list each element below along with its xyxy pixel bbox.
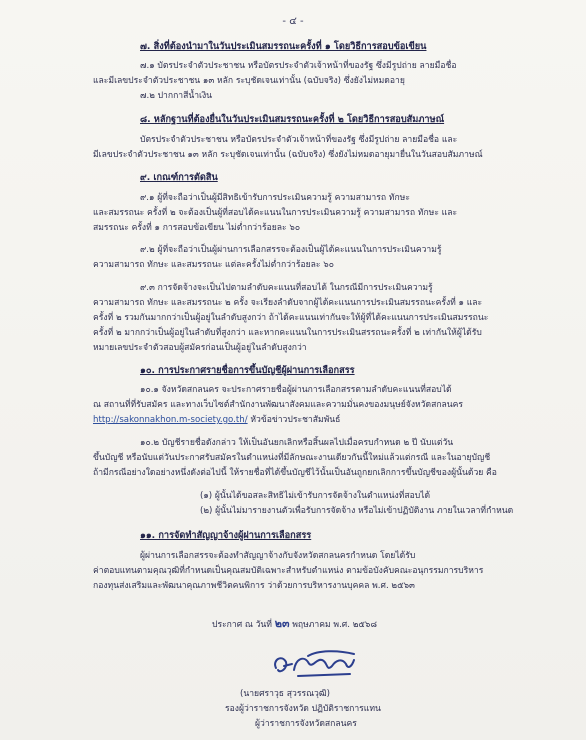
signer-title-1: รองผู้ว่าราชการจังหวัด ปฏิบัติราชการแทน <box>225 704 381 714</box>
section-11-line-2: ค่าตอบแทนตามคุณวุฒิที่กำหนดเป็นคุณสมบัติเฉพาะสำหรับตำแหน่ง ตามข้อบังคับคณะอนุกรรมการบริหาร <box>93 566 484 576</box>
section-10-line-5: ขึ้นบัญชี หรือนับแต่วันประกาศรับสมัครในตำแหน่งที่มีลักษณะงานเดียวกันนี้ใหม่แล้วแต่กรณี และในอายุบัญชี <box>93 453 491 463</box>
section-9-line-1: ๙.๑ ผู้ที่จะถือว่าเป็นผู้มีสิทธิเข้ารับการประเมินความรู้ ความสามารถ ทักษะ <box>140 193 410 203</box>
section-10-line-4: ๑๐.๒ บัญชีรายชื่อดังกล่าว ให้เป็นอันยกเลิกหรือสิ้นผลไปเมื่อครบกำหนด ๒ ปี นับแต่วัน <box>140 438 454 448</box>
section-9-line-6: ๙.๓ การจัดจ้างจะเป็นไปตามลำดับคะแนนที่สอบได้ ในกรณีมีการประเมินความรู้ <box>140 283 433 293</box>
announce-prefix: ประกาศ ณ วันที่ <box>212 620 272 630</box>
page-number: - ๔ - <box>282 16 304 27</box>
section-10-line-2: ณ สถานที่ที่รับสมัคร และทางเว็บไซต์สำนักงานพัฒนาสังคมและความมั่นคงของมนุษย์จังหวัดสกลนคร <box>93 400 464 410</box>
section-11-line-3: กองทุนส่งเสริมและพัฒนาคุณภาพชีวิตคนพิการ ว่าด้วยการบริหารงานบุคคล พ.ศ. ๒๕๖๓ <box>93 581 415 591</box>
signer-title-2: ผู้ว่าราชการจังหวัดสกลนคร <box>255 719 357 729</box>
section-10-heading: ๑๐. การประกาศรายชื่อการขึ้นบัญชีผู้ผ่านการเลือกสรร <box>140 365 355 376</box>
section-8-line-1: บัตรประจำตัวประชาชน หรือบัตรประจำตัวเจ้าหน้าที่ของรัฐ ซึ่งมีรูปถ่าย ลายมือชื่อ และ <box>140 135 458 145</box>
section-7-line-1: ๗.๑ บัตรประจำตัวประชาชน หรือบัตรประจำตัวเจ้าหน้าที่ของรัฐ ซึ่งมีรูปถ่าย ลายมือชื่อ <box>140 61 457 71</box>
section-8-line-2: มีเลขประจำตัวประชาชน ๑๓ หลัก ระบุชัดเจนเท่านั้น (ฉบับจริง) ซึ่งยังไม่หมดอายุมายื่นในวันสอบสัมภาษณ์ <box>93 150 483 160</box>
section-9-line-2: และสมรรถนะ ครั้งที่ ๒ จะต้องเป็นผู้ที่สอบได้คะแนนในการประเมินความรู้ ความสามารถ ทักษะ และ <box>93 208 458 218</box>
signer-name: (นายศราวุธ สุวรรณวุฒิ) <box>240 689 331 699</box>
section-10-line-7: (๑) ผู้นั้นได้ขอสละสิทธิไม่เข้ารับการจัดจ้างในตำแหน่งที่สอบได้ <box>200 491 431 501</box>
section-7-line-2: และมีเลขประจำตัวประชาชน ๑๓ หลัก ระบุชัดเจนเท่านั้น (ฉบับจริง) ซึ่งยังไม่หมดอายุ <box>93 76 405 86</box>
section-10-line-6: ถ้ามีกรณีอย่างใดอย่างหนึ่งดังต่อไปนี้ ให้รายชื่อที่ได้ขึ้นบัญชีไว้นั้นเป็นอันถูกยกเลิกการขึ้นบัญชีของผู้นั้นด้วย คือ <box>93 468 497 478</box>
section-9-heading: ๙. เกณฑ์การตัดสิน <box>140 172 218 183</box>
announce-month-year: พฤษภาคม พ.ศ. ๒๕๖๘ <box>292 620 377 630</box>
announcement-date <box>212 618 377 631</box>
section-10-line-1: ๑๐.๑ จังหวัดสกลนคร จะประกาศรายชื่อผู้ผ่านการเลือกสรรตามลำดับคะแนนที่สอบได้ <box>140 385 452 395</box>
section-10-line-8: (๒) ผู้นั้นไม่มารายงานตัวเพื่อรับการจัดจ้าง หรือไม่เข้าปฏิบัติงาน ภายในเวลาที่กำหนด <box>200 506 514 516</box>
website-link[interactable]: http://sakonnakhon.m-society.go.th/ <box>93 415 248 425</box>
section-7-heading: ๗. สิ่งที่ต้องนำมาในวันประเมินสมรรถนะครั้งที่ ๑ โดยวิธีการสอบข้อเขียน <box>140 41 427 52</box>
section-9-line-3: สมรรถนะ ครั้งที่ ๑ การสอบข้อเขียน ไม่ต่ำกว่าร้อยละ ๖๐ <box>93 223 301 233</box>
section-11-line-1: ผู้ผ่านการเลือกสรรจะต้องทำสัญญาจ้างกับจังหวัดสกลนครกำหนด โดยได้รับ <box>140 551 416 561</box>
section-9-line-8: ครั้งที่ ๒ รวมกันมากกว่าเป็นผู้อยู่ในลำดับสูงกว่า ถ้าได้คะแนนเท่ากันจะให้ผู้ที่ได้คะแนนการประเมินสมรรถนะ <box>93 313 489 323</box>
section-11-heading: ๑๑. การจัดทำสัญญาจ้างผู้ผ่านการเลือกสรร <box>140 530 312 541</box>
section-9-line-10: หมายเลขประจำตัวสอบผู้สมัครก่อนเป็นผู้อยู่ในลำดับสูงกว่า <box>93 343 307 353</box>
section-9-line-5: ความสามารถ ทักษะ และสมรรถนะ แต่ละครั้งไม่ต่ำกว่าร้อยละ ๖๐ <box>93 260 334 270</box>
section-9-line-4: ๙.๒ ผู้ที่จะถือว่าเป็นผู้ผ่านการเลือกสรรจะต้องเป็นผู้ได้คะแนนในการประเมินความรู้ <box>140 245 442 255</box>
section-9-line-7: ความสามารถ ทักษะ และสมรรถนะ ๒ ครั้ง จะเรียงลำดับจากผู้ได้คะแนนการประเมินสมรรถนะครั้งที่ ๑ และ <box>93 298 483 308</box>
section-10-line-3-rest: หัวข้อข่าวประชาสัมพันธ์ <box>247 415 341 425</box>
signature-image <box>268 648 368 682</box>
section-9-line-9: ครั้งที่ ๒ มากกว่าเป็นผู้อยู่ในลำดับที่สูงกว่า และหากคะแนนในการประเมินสรรถนะครั้งที่ ๒ เท่ากันให้ผู้ได้รับ <box>93 328 482 338</box>
section-7-line-3: ๗.๒ ปากกาสีน้ำเงิน <box>140 91 213 101</box>
section-8-heading: ๘. หลักฐานที่ต้องยื่นในวันประเมินสมรรถนะครั้งที่ ๒ โดยวิธีการสอบสัมภาษณ์ <box>140 114 445 125</box>
handwritten-day: ๒๓ <box>274 617 290 630</box>
section-10-line-3 <box>93 414 340 426</box>
